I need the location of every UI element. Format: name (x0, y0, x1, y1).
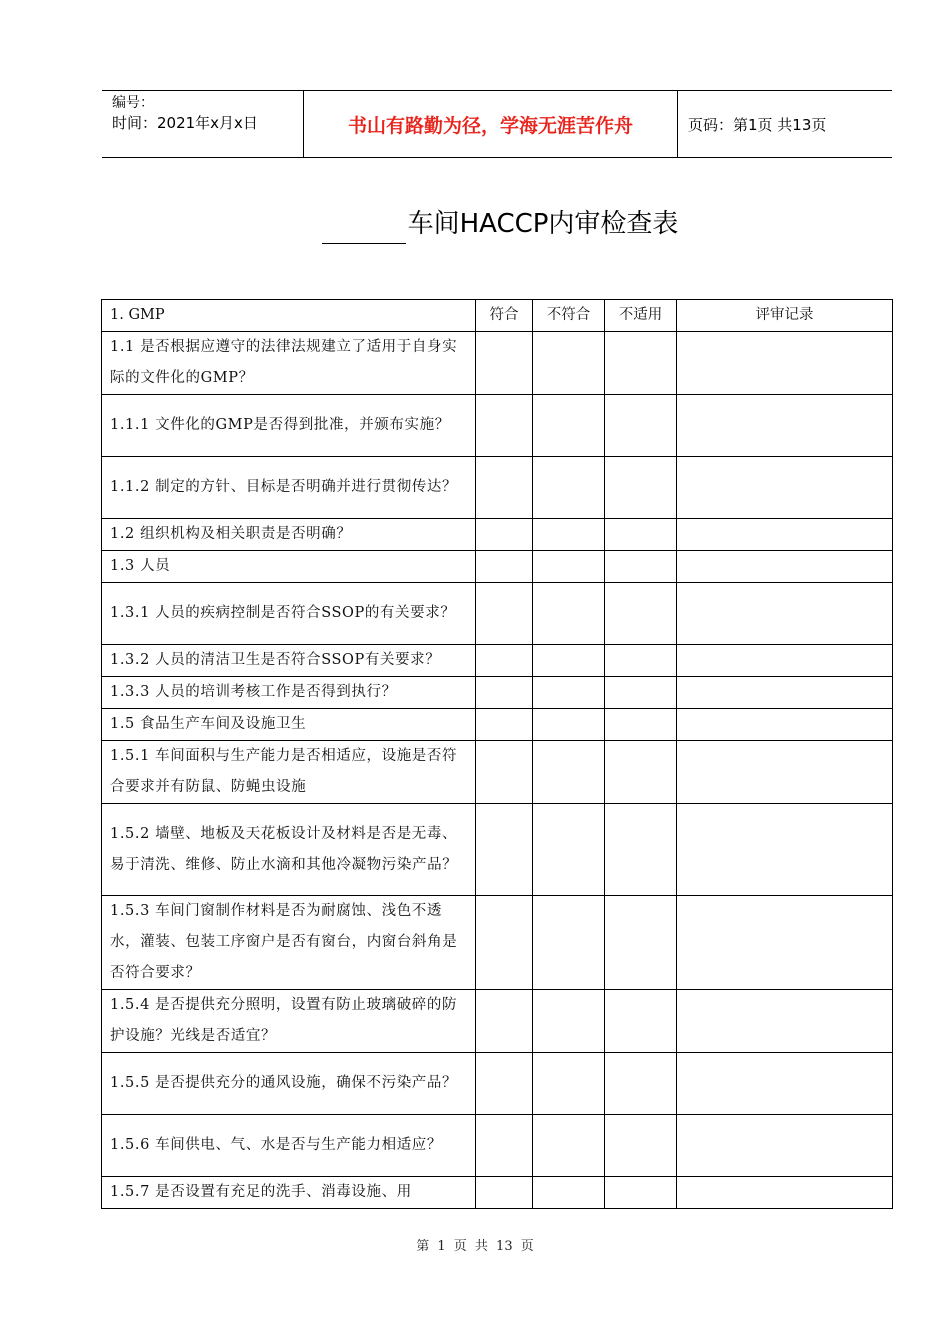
review-record-cell[interactable] (677, 1177, 893, 1209)
table-row (102, 990, 893, 1053)
table-row (102, 332, 893, 395)
conform-cell[interactable] (476, 583, 533, 645)
review-record-cell[interactable] (677, 332, 893, 395)
table-header-row (102, 300, 893, 332)
review-record-cell[interactable] (677, 551, 893, 583)
review-record-cell[interactable] (677, 990, 893, 1053)
table-row (102, 896, 893, 990)
nonconform-cell[interactable] (533, 709, 605, 741)
page-header (102, 90, 892, 158)
nonconform-cell[interactable] (533, 645, 605, 677)
page-title-line (0, 204, 950, 244)
question-cell: 1.1.1 文件化的GMP是否得到批准，并颁布实施？ (102, 395, 476, 457)
not-applicable-cell[interactable] (605, 395, 677, 457)
table-row (102, 1177, 893, 1209)
conform-cell[interactable] (476, 519, 533, 551)
header-nonconform: 不符合 (533, 300, 605, 332)
conform-cell[interactable] (476, 551, 533, 583)
question-cell: 1.5.6 车间供电、气、水是否与生产能力相适应？ (102, 1115, 476, 1177)
conform-cell[interactable] (476, 457, 533, 519)
question-cell: 1.3.1 人员的疾病控制是否符合SSOP的有关要求？ (102, 583, 476, 645)
conform-cell[interactable] (476, 709, 533, 741)
question-cell: 1.3 人员 (102, 551, 476, 583)
question-cell: 1.5.2 墙壁、地板及天花板设计及材料是否是无毒、易于清洗、维修、防止水滴和其他冷凝物污染产品？ (102, 804, 476, 896)
not-applicable-cell[interactable] (605, 709, 677, 741)
conform-cell[interactable] (476, 1053, 533, 1115)
review-record-cell[interactable] (677, 896, 893, 990)
question-cell: 1.1.2 制定的方针、目标是否明确并进行贯彻传达？ (102, 457, 476, 519)
not-applicable-cell[interactable] (605, 990, 677, 1053)
not-applicable-cell[interactable] (605, 677, 677, 709)
review-record-cell[interactable] (677, 709, 893, 741)
nonconform-cell[interactable] (533, 677, 605, 709)
table-row (102, 1053, 893, 1115)
conform-cell[interactable] (476, 990, 533, 1053)
not-applicable-cell[interactable] (605, 645, 677, 677)
not-applicable-cell[interactable] (605, 741, 677, 804)
nonconform-cell[interactable] (533, 457, 605, 519)
nonconform-cell[interactable] (533, 551, 605, 583)
not-applicable-cell[interactable] (605, 1177, 677, 1209)
not-applicable-cell[interactable] (605, 1115, 677, 1177)
nonconform-cell[interactable] (533, 990, 605, 1053)
nonconform-cell[interactable] (533, 395, 605, 457)
conform-cell[interactable] (476, 804, 533, 896)
header-meta-cell (102, 91, 304, 157)
nonconform-cell[interactable] (533, 332, 605, 395)
table-row (102, 677, 893, 709)
table-row (102, 583, 893, 645)
not-applicable-cell[interactable] (605, 519, 677, 551)
not-applicable-cell[interactable] (605, 896, 677, 990)
conform-cell[interactable] (476, 645, 533, 677)
table-row (102, 395, 893, 457)
table-row (102, 519, 893, 551)
conform-cell[interactable] (476, 395, 533, 457)
table-row (102, 804, 893, 896)
not-applicable-cell[interactable] (605, 332, 677, 395)
header-page-cell (678, 91, 892, 157)
page-title: 车间HACCP内审检查表 (407, 209, 679, 239)
question-cell: 1.5.7 是否设置有充足的洗手、消毒设施、用 (102, 1177, 476, 1209)
question-cell: 1.2 组织机构及相关职责是否明确？ (102, 519, 476, 551)
table-row (102, 645, 893, 677)
not-applicable-cell[interactable] (605, 551, 677, 583)
doc-number-label: 编号： (112, 95, 154, 111)
conform-cell[interactable] (476, 332, 533, 395)
table-row (102, 709, 893, 741)
review-record-cell[interactable] (677, 457, 893, 519)
header-review-record: 评审记录 (677, 300, 893, 332)
table-row (102, 1115, 893, 1177)
nonconform-cell[interactable] (533, 1053, 605, 1115)
review-record-cell[interactable] (677, 677, 893, 709)
nonconform-cell[interactable] (533, 741, 605, 804)
conform-cell[interactable] (476, 741, 533, 804)
table-row (102, 551, 893, 583)
review-record-cell[interactable] (677, 645, 893, 677)
nonconform-cell[interactable] (533, 583, 605, 645)
review-record-cell[interactable] (677, 1115, 893, 1177)
workshop-blank (322, 213, 406, 244)
question-cell: 1.5.1 车间面积与生产能力是否相适应，设施是否符合要求并有防鼠、防蝇虫设施 (102, 741, 476, 804)
header-conform: 符合 (476, 300, 533, 332)
question-cell: 1.3.3 人员的培训考核工作是否得到执行？ (102, 677, 476, 709)
conform-cell[interactable] (476, 677, 533, 709)
review-record-cell[interactable] (677, 804, 893, 896)
not-applicable-cell[interactable] (605, 804, 677, 896)
nonconform-cell[interactable] (533, 896, 605, 990)
review-record-cell[interactable] (677, 1053, 893, 1115)
question-cell: 1.3.2 人员的清洁卫生是否符合SSOP有关要求？ (102, 645, 476, 677)
audit-checklist-table (101, 299, 893, 1209)
header-motto-cell (304, 91, 678, 157)
nonconform-cell[interactable] (533, 804, 605, 896)
table-row (102, 741, 893, 804)
review-record-cell[interactable] (677, 583, 893, 645)
page-footer: 第 1 页 共 13 页 (416, 1239, 534, 1254)
not-applicable-cell[interactable] (605, 1053, 677, 1115)
question-cell: 1.5.5 是否提供充分的通风设施，确保不污染产品？ (102, 1053, 476, 1115)
review-record-cell[interactable] (677, 741, 893, 804)
conform-cell[interactable] (476, 1177, 533, 1209)
doc-time: 时间：2021年x月x日 (112, 114, 258, 132)
question-cell: 1.5.4 是否提供充分照明，设置有防止玻璃破碎的防护设施？光线是否适宜？ (102, 990, 476, 1053)
header-page-number: 页码：第1页 共13页 (688, 115, 827, 134)
review-record-cell[interactable] (677, 395, 893, 457)
question-cell: 1.5 食品生产车间及设施卫生 (102, 709, 476, 741)
motto-text: 书山有路勤为径，学海无涯苦作舟 (347, 114, 633, 137)
nonconform-cell[interactable] (533, 519, 605, 551)
question-cell: 1.1 是否根据应遵守的法律法规建立了适用于自身实际的文件化的GMP？ (102, 332, 476, 395)
table-row (102, 457, 893, 519)
header-not-applicable: 不适用 (605, 300, 677, 332)
conform-cell[interactable] (476, 1115, 533, 1177)
nonconform-cell[interactable] (533, 1115, 605, 1177)
header-section-gmp: 1. GMP (102, 300, 476, 332)
conform-cell[interactable] (476, 896, 533, 990)
not-applicable-cell[interactable] (605, 457, 677, 519)
not-applicable-cell[interactable] (605, 583, 677, 645)
question-cell: 1.5.3 车间门窗制作材料是否为耐腐蚀、浅色不透水，灌装、包装工序窗户是否有窗台，内窗台斜角是否符合要求？ (102, 896, 476, 990)
review-record-cell[interactable] (677, 519, 893, 551)
nonconform-cell[interactable] (533, 1177, 605, 1209)
